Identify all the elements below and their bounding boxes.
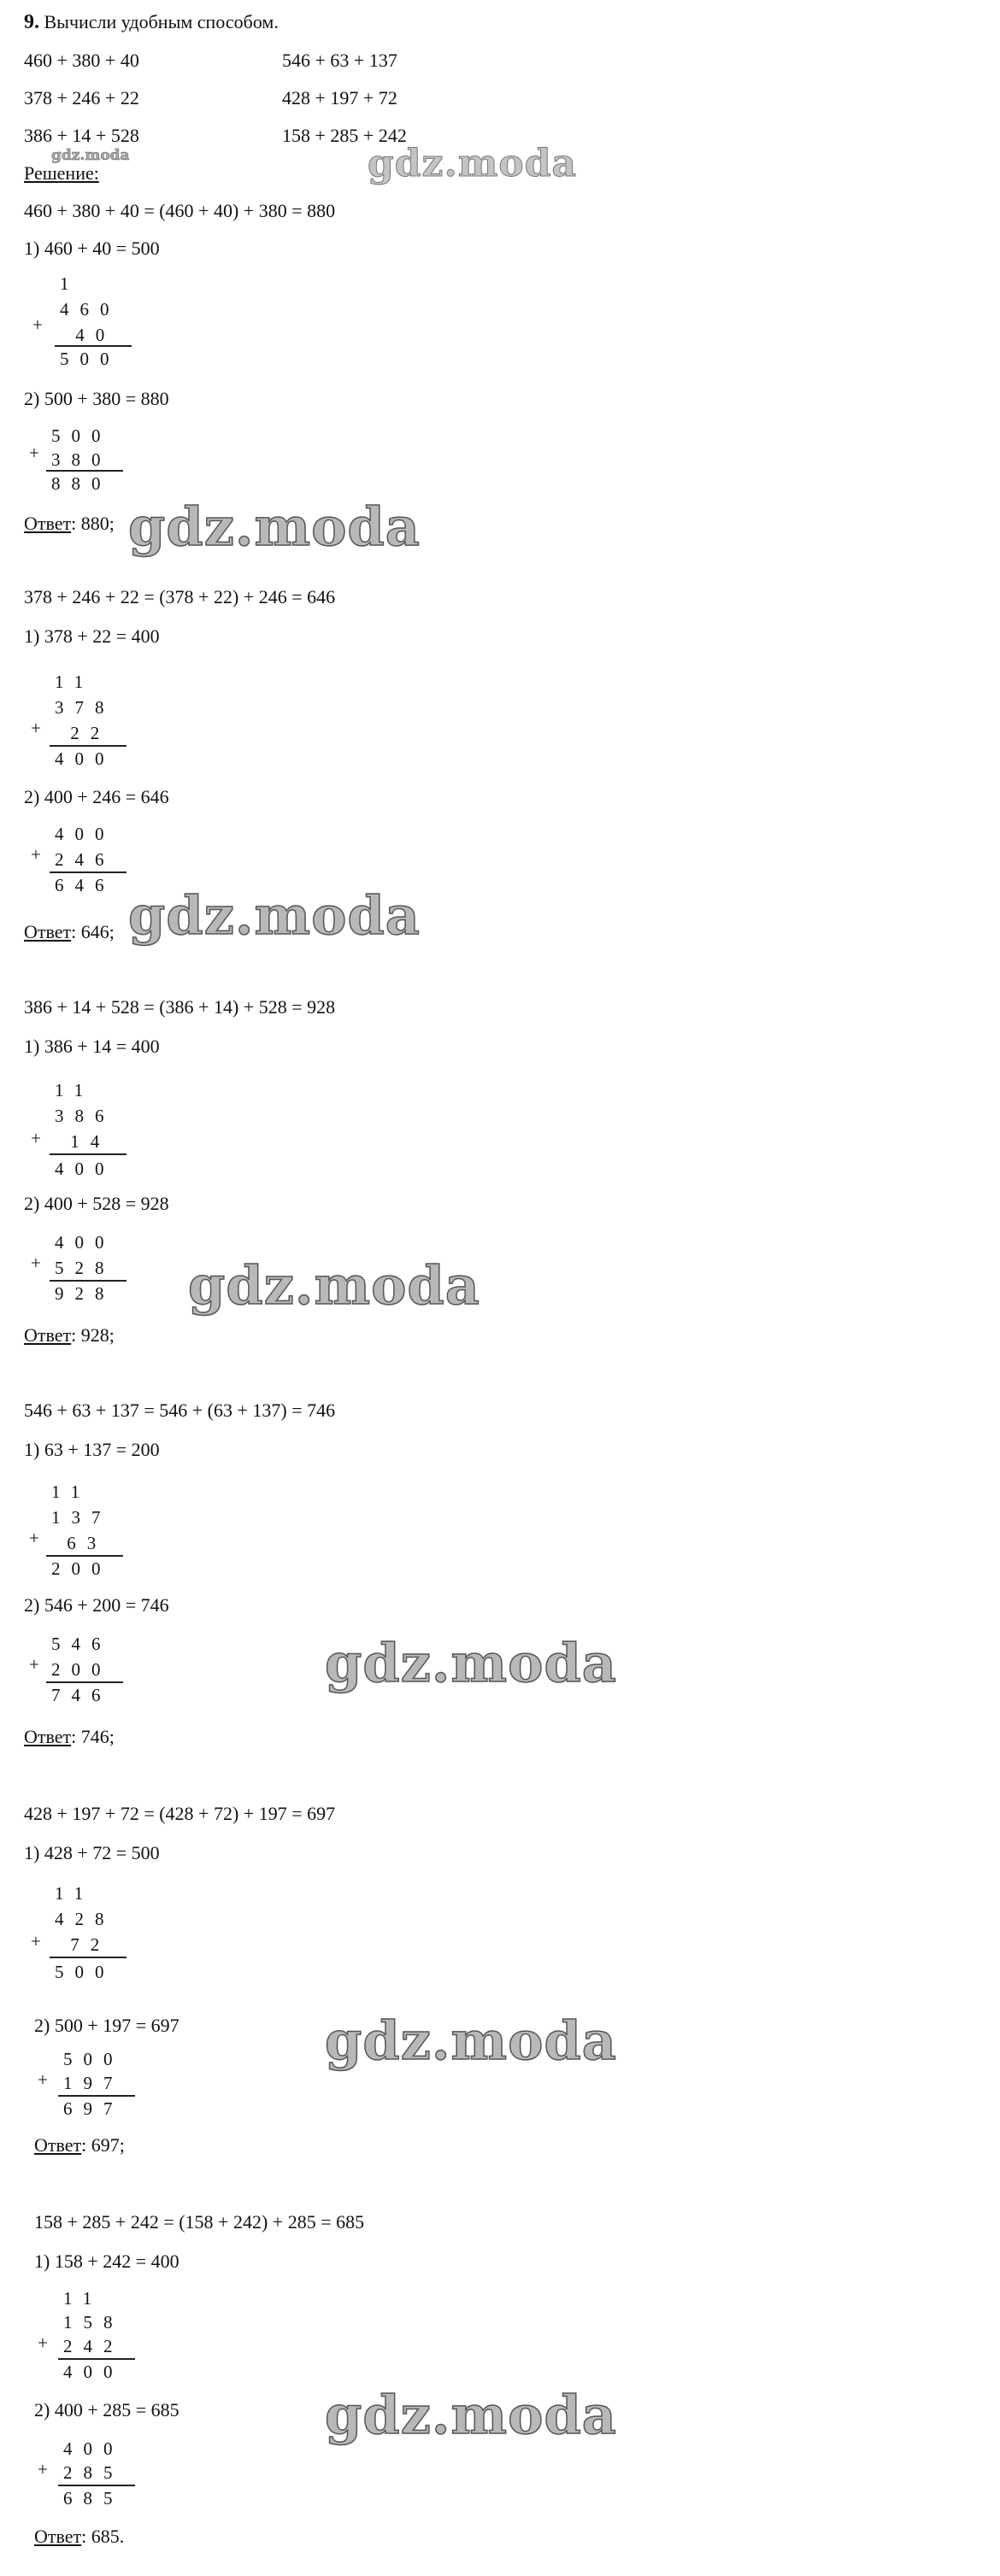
plus-sign: +	[38, 2332, 48, 2353]
sum-line	[50, 871, 126, 873]
sum-line	[58, 2095, 135, 2097]
expression-right-1: 546 + 63 + 137	[282, 50, 397, 71]
addend-a: 378	[55, 697, 115, 718]
watermark: gdz.moda	[368, 142, 578, 185]
block-3-step2: 2) 400 + 528 = 928	[24, 1193, 169, 1214]
column-result: 400	[55, 748, 115, 769]
addend-b: 528	[55, 1258, 115, 1278]
task-number: 9.	[24, 11, 39, 33]
watermark: gdz.moda	[325, 2010, 617, 2072]
addend-b: 72	[55, 1934, 111, 1955]
block-2-main: 378 + 246 + 22 = (378 + 22) + 246 = 646	[24, 586, 336, 607]
carry-digits: 11	[51, 1482, 91, 1502]
addend-a: 400	[55, 1232, 115, 1253]
addend-b: 242	[63, 2336, 124, 2356]
carry-digits: 11	[55, 1883, 95, 1904]
block-5-main: 428 + 197 + 72 = (428 + 72) + 197 = 697	[24, 1803, 336, 1824]
sum-line	[46, 1681, 123, 1683]
plus-sign: +	[38, 2069, 48, 2090]
column-result: 646	[55, 875, 115, 895]
answer-label: Ответ	[24, 1324, 72, 1346]
solution-label: Решение:	[24, 162, 99, 184]
carry-digits: 11	[55, 1080, 95, 1100]
block-5-step2: 2) 500 + 197 = 697	[34, 2015, 179, 2036]
block-1-main: 460 + 380 + 40 = (460 + 40) + 380 = 880	[24, 200, 336, 221]
watermark-small: gdz.moda	[51, 147, 130, 164]
addend-a: 158	[63, 2312, 124, 2332]
sum-line	[50, 1957, 126, 1958]
answer-label: Ответ	[24, 1726, 72, 1747]
block-2-step2: 2) 400 + 246 = 646	[24, 786, 169, 807]
sum-line	[50, 1153, 126, 1155]
answer-value: : 928;	[71, 1324, 115, 1346]
plus-sign: +	[38, 2459, 48, 2479]
expression-left-1: 460 + 380 + 40	[24, 50, 139, 71]
column-result: 697	[63, 2098, 124, 2119]
watermark: gdz.moda	[325, 1632, 617, 1694]
carry-digits: 1	[60, 273, 80, 294]
sum-line	[58, 2358, 135, 2360]
block-6-step2: 2) 400 + 285 = 685	[34, 2399, 179, 2421]
plus-sign: +	[31, 1128, 41, 1148]
task-title: Вычисли удобным способом.	[44, 11, 279, 32]
column-result: 400	[63, 2362, 124, 2382]
answer-label: Ответ	[34, 2526, 82, 2547]
addend-a: 386	[55, 1106, 115, 1126]
column-result: 500	[60, 349, 121, 369]
watermark: gdz.moda	[325, 2384, 617, 2446]
expression-right-3: 158 + 285 + 242	[282, 125, 407, 146]
block-3-main: 386 + 14 + 528 = (386 + 14) + 528 = 928	[24, 996, 336, 1018]
expression-left-2: 378 + 246 + 22	[24, 87, 139, 109]
plus-sign: +	[31, 718, 41, 738]
block-4-main: 546 + 63 + 137 = 546 + (63 + 137) = 746	[24, 1399, 336, 1421]
expression-right-2: 428 + 197 + 72	[282, 87, 397, 109]
block-4-step1: 1) 63 + 137 = 200	[24, 1439, 160, 1460]
addend-b: 200	[51, 1659, 112, 1680]
addend-a: 460	[60, 299, 121, 320]
block-5-step1: 1) 428 + 72 = 500	[24, 1842, 160, 1863]
plus-sign: +	[29, 443, 39, 463]
answer-value: : 697;	[81, 2134, 125, 2156]
block-6-main: 158 + 285 + 242 = (158 + 242) + 285 = 685	[34, 2211, 365, 2233]
task-header	[24, 12, 279, 32]
sum-line	[50, 745, 126, 747]
sum-line	[50, 1280, 126, 1282]
addend-b: 285	[63, 2462, 124, 2483]
column-result: 400	[55, 1159, 115, 1179]
block-6-step1: 1) 158 + 242 = 400	[34, 2250, 179, 2272]
expression-left-3: 386 + 14 + 528	[24, 125, 139, 146]
column-result: 685	[63, 2488, 124, 2509]
addend-b: 246	[55, 849, 115, 870]
block-4-answer	[24, 1728, 115, 1746]
addend-a: 400	[55, 824, 115, 844]
block-2-step1: 1) 378 + 22 = 400	[24, 625, 160, 647]
carry-digits: 11	[55, 672, 95, 692]
plus-sign: +	[31, 1931, 41, 1951]
block-4-step2: 2) 546 + 200 = 746	[24, 1594, 169, 1616]
sum-line	[58, 2485, 135, 2486]
answer-label: Ответ	[34, 2134, 82, 2156]
sum-line	[46, 1555, 123, 1557]
block-1-step1: 1) 460 + 40 = 500	[24, 238, 160, 259]
answer-value: : 685.	[81, 2526, 125, 2547]
addend-b: 22	[55, 723, 111, 743]
addend-b: 197	[63, 2073, 124, 2093]
sum-line	[55, 345, 132, 347]
sum-line	[46, 470, 123, 472]
block-3-step1: 1) 386 + 14 = 400	[24, 1036, 160, 1057]
column-result: 500	[55, 1962, 115, 1982]
answer-value: : 880;	[71, 513, 115, 534]
addend-a: 400	[63, 2438, 124, 2459]
addend-a: 137	[51, 1507, 112, 1528]
column-result: 928	[55, 1283, 115, 1304]
block-5-answer	[34, 2136, 125, 2155]
column-result: 746	[51, 1685, 112, 1705]
block-1-step2: 2) 500 + 380 = 880	[24, 388, 169, 409]
addend-a: 500	[51, 425, 112, 446]
column-result: 200	[51, 1558, 112, 1579]
plus-sign: +	[32, 314, 43, 335]
plus-sign: +	[29, 1654, 39, 1675]
addend-b: 40	[60, 325, 116, 345]
addend-a: 500	[63, 2049, 124, 2069]
carry-digits: 11	[63, 2288, 103, 2309]
answer-value: : 646;	[71, 921, 115, 942]
addend-b: 380	[51, 449, 112, 470]
watermark: gdz.moda	[188, 1254, 480, 1317]
addend-b: 14	[55, 1131, 111, 1152]
plus-sign: +	[31, 1253, 41, 1273]
answer-label: Ответ	[24, 513, 72, 534]
addend-a: 546	[51, 1634, 112, 1654]
block-6-answer	[34, 2527, 124, 2546]
watermark: gdz.moda	[128, 884, 421, 947]
column-result: 880	[51, 473, 112, 494]
answer-value: : 746;	[71, 1726, 115, 1747]
answer-label: Ответ	[24, 921, 72, 942]
block-1-answer	[24, 514, 115, 533]
plus-sign: +	[31, 844, 41, 865]
block-2-answer	[24, 923, 115, 942]
block-3-answer	[24, 1326, 115, 1345]
watermark: gdz.moda	[128, 496, 421, 558]
addend-a: 428	[55, 1909, 115, 1929]
addend-b: 63	[51, 1533, 108, 1553]
plus-sign: +	[29, 1528, 39, 1548]
